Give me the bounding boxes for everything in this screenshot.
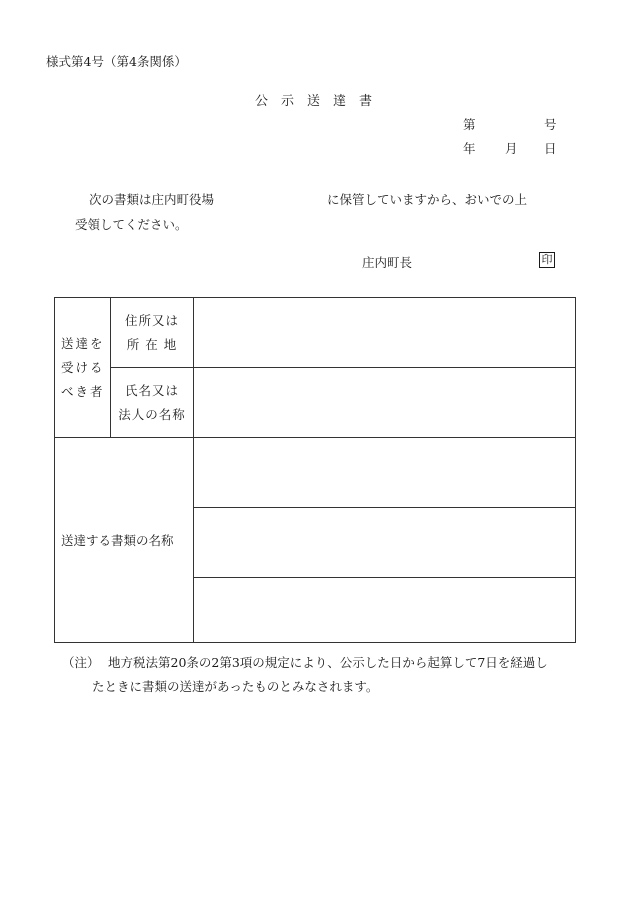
- document-name-field-3[interactable]: [194, 578, 576, 643]
- document-name-field-1[interactable]: [194, 438, 576, 508]
- issuer-name: 庄内町長: [362, 255, 413, 270]
- body-line1-part2: に保管していますから、おいでの上: [327, 192, 528, 207]
- body-line2: 受領してください。: [75, 217, 188, 232]
- address-field[interactable]: [194, 298, 576, 368]
- date-day: 日: [544, 141, 557, 156]
- note-line1: 地方税法第20条の2第3項の規定により、公示した日から起算して7日を経過し: [108, 655, 548, 670]
- form-number: 様式第4号（第4条関係）: [46, 54, 187, 69]
- recipient-label: 送達を 受ける べき者: [55, 298, 111, 438]
- date-month: 月: [505, 141, 518, 156]
- name-label: 氏名又は 法人の名称: [111, 368, 194, 438]
- body-line1-part1: 次の書類は庄内町役場: [89, 192, 215, 207]
- document-title: 公 示 送 達 書: [255, 94, 373, 109]
- recipient-table: [54, 297, 576, 643]
- name-field[interactable]: [194, 368, 576, 438]
- note-marker: （注）: [62, 655, 100, 670]
- seal-mark: 印: [539, 252, 555, 268]
- document-name-field-2[interactable]: [194, 508, 576, 578]
- number-suffix: 号: [544, 117, 557, 132]
- note-line2: たときに書類の送達があったものとみなされます。: [92, 679, 379, 694]
- date-year: 年: [463, 141, 476, 156]
- address-label: 住所又は 所 在 地: [111, 298, 194, 368]
- document-name-label: 送達する書類の名称: [55, 438, 194, 643]
- number-prefix: 第: [463, 117, 476, 132]
